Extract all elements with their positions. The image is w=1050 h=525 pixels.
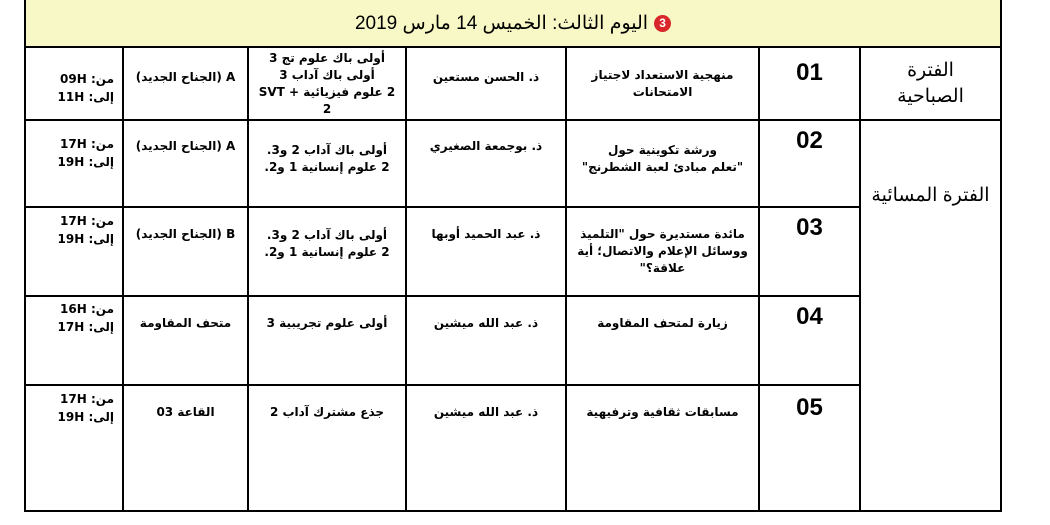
- session-audience: أولى علوم تجريبية 3: [266, 315, 388, 330]
- session-number: 02: [796, 127, 823, 154]
- session-time: من: 17H إلى: 19H: [57, 214, 114, 246]
- col-divider: [405, 46, 407, 512]
- period-evening: الفترة المسائية: [871, 185, 990, 206]
- session-activity: منهجية الاستعداد لاجتياز الامتحانات: [591, 67, 734, 99]
- session-number: 05: [796, 394, 823, 421]
- session-venue: القاعة 03: [156, 404, 215, 419]
- session-lecturer: ذ. عبد الله ميشين: [433, 404, 539, 419]
- session-lecturer: ذ. بوجمعة الصغيري: [429, 138, 543, 153]
- session-audience: أولى باك آداب 2 و3. 2 علوم إنسانية 1 و2.: [264, 228, 390, 259]
- session-venue: متحف المقاومة: [139, 315, 232, 330]
- session-activity: مائدة مستديرة حول "التلميذ ووسائل الإعلام والاتصال؛ أية علاقة؟": [577, 227, 748, 275]
- session-time: من: 09H إلى: 11H: [57, 72, 114, 104]
- period-morning: الفترة الصباحية: [897, 59, 964, 107]
- day-number-badge: 3: [654, 15, 671, 32]
- session-activity: مسابقات ثقافية وترفيهية: [586, 404, 739, 419]
- session-number: 03: [796, 214, 823, 241]
- session-time: من: 17H إلى: 19H: [57, 392, 114, 424]
- session-activity: زيارة لمتحف المقاومة: [597, 315, 728, 330]
- session-venue: A (الجناح الجديد): [135, 69, 236, 84]
- session-number: 01: [796, 59, 823, 86]
- col-divider: [758, 46, 760, 512]
- table-border-bottom: [24, 510, 1002, 512]
- session-lecturer: ذ. الحسن مستعين: [432, 69, 540, 84]
- session-lecturer: ذ. عبد الحميد أوبها: [431, 226, 541, 241]
- session-venue: B (الجناح الجديد): [135, 226, 236, 241]
- session-audience: أولى باك علوم تج 3 أولى باك آداب 3 2 علوم فيزيائية + SVT 2: [258, 50, 396, 116]
- session-audience: جذع مشترك آداب 2: [269, 404, 385, 419]
- session-time: من: 17H إلى: 19H: [57, 137, 114, 169]
- table-border-right: [1000, 0, 1002, 512]
- day-title-text: اليوم الثالث: الخميس 14 مارس 2019: [354, 12, 649, 34]
- session-activity: ورشة تكوينية حول "تعلم مبادئ لعبة الشطرنج": [581, 142, 744, 174]
- session-time: من: 16H إلى: 17H: [57, 302, 114, 334]
- day-title: [24, 0, 1002, 46]
- session-venue: A (الجناح الجديد): [135, 138, 236, 153]
- session-number: 04: [796, 303, 823, 330]
- session-lecturer: ذ. عبد الله ميشين: [433, 315, 539, 330]
- session-audience: أولى باك آداب 2 و3. 2 علوم إنسانية 1 و2.: [264, 142, 390, 174]
- col-divider: [122, 46, 124, 512]
